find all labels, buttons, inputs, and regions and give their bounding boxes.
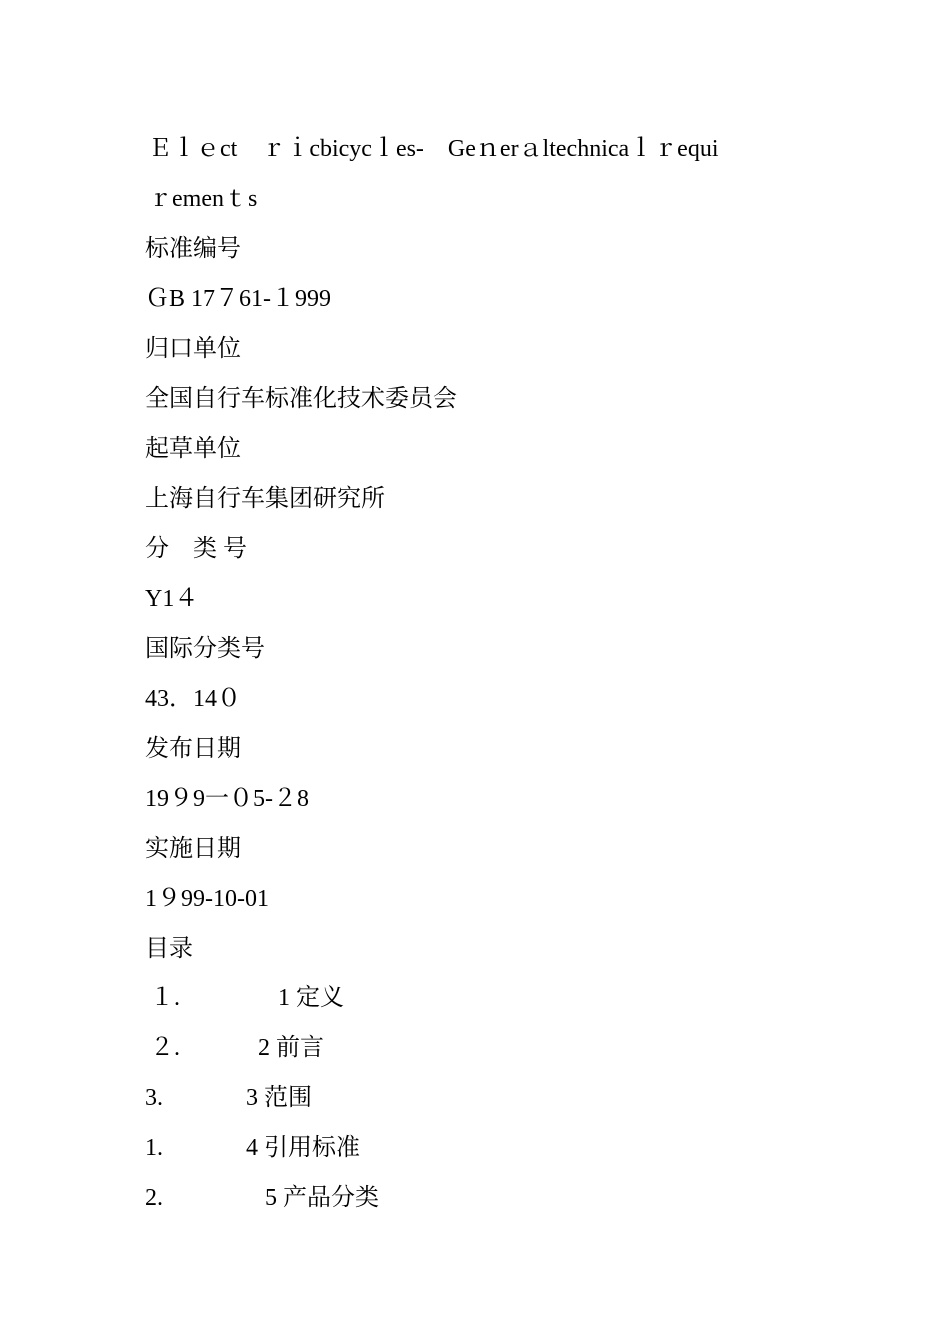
field-value-responsible-unit: 全国自行车标准化技术委员会	[145, 386, 457, 412]
field-label-effective-date: 实施日期	[145, 836, 241, 862]
field-label-responsible-unit: 归口单位	[145, 336, 241, 362]
toc-item-link[interactable]: 3 范围	[246, 1085, 312, 1111]
toc-item-number: ２.	[150, 1035, 180, 1061]
field-value-classification: Y1４	[145, 586, 199, 612]
toc-item-number: 3.	[145, 1085, 163, 1111]
toc-item-number: １.	[150, 985, 180, 1011]
field-value-ics: 43．14０	[145, 686, 241, 712]
field-label-ics: 国际分类号	[145, 636, 265, 662]
english-title-line-2: ｒemenｔs	[148, 186, 258, 212]
toc-heading: 目录	[145, 936, 193, 962]
field-value-effective-date: 1９99-10-01	[145, 886, 269, 912]
field-value-drafting-unit: 上海自行车集团研究所	[145, 486, 385, 512]
field-value-standard-number: ＧB 17７61-１999	[145, 286, 331, 312]
toc-item-link[interactable]: 2 前言	[258, 1035, 324, 1061]
field-label-publish-date: 发布日期	[145, 736, 241, 762]
field-label-classification: 分 类 号	[145, 536, 247, 562]
toc-item-number: 2.	[145, 1185, 163, 1211]
toc-item-link[interactable]: 1 定义	[278, 985, 344, 1011]
toc-item-number: 1.	[145, 1135, 163, 1161]
toc-item-link[interactable]: 4 引用标准	[246, 1135, 360, 1161]
field-label-standard-number: 标准编号	[145, 236, 241, 262]
toc-item-link[interactable]: 5 产品分类	[265, 1185, 379, 1211]
field-label-drafting-unit: 起草单位	[145, 436, 241, 462]
field-value-publish-date: 19９9一０5-２8	[145, 786, 309, 812]
english-title-line-1: Ｅｌｅct ｒｉcbicycｌes- Geｎerａltechnicaｌｒequi	[148, 136, 719, 162]
